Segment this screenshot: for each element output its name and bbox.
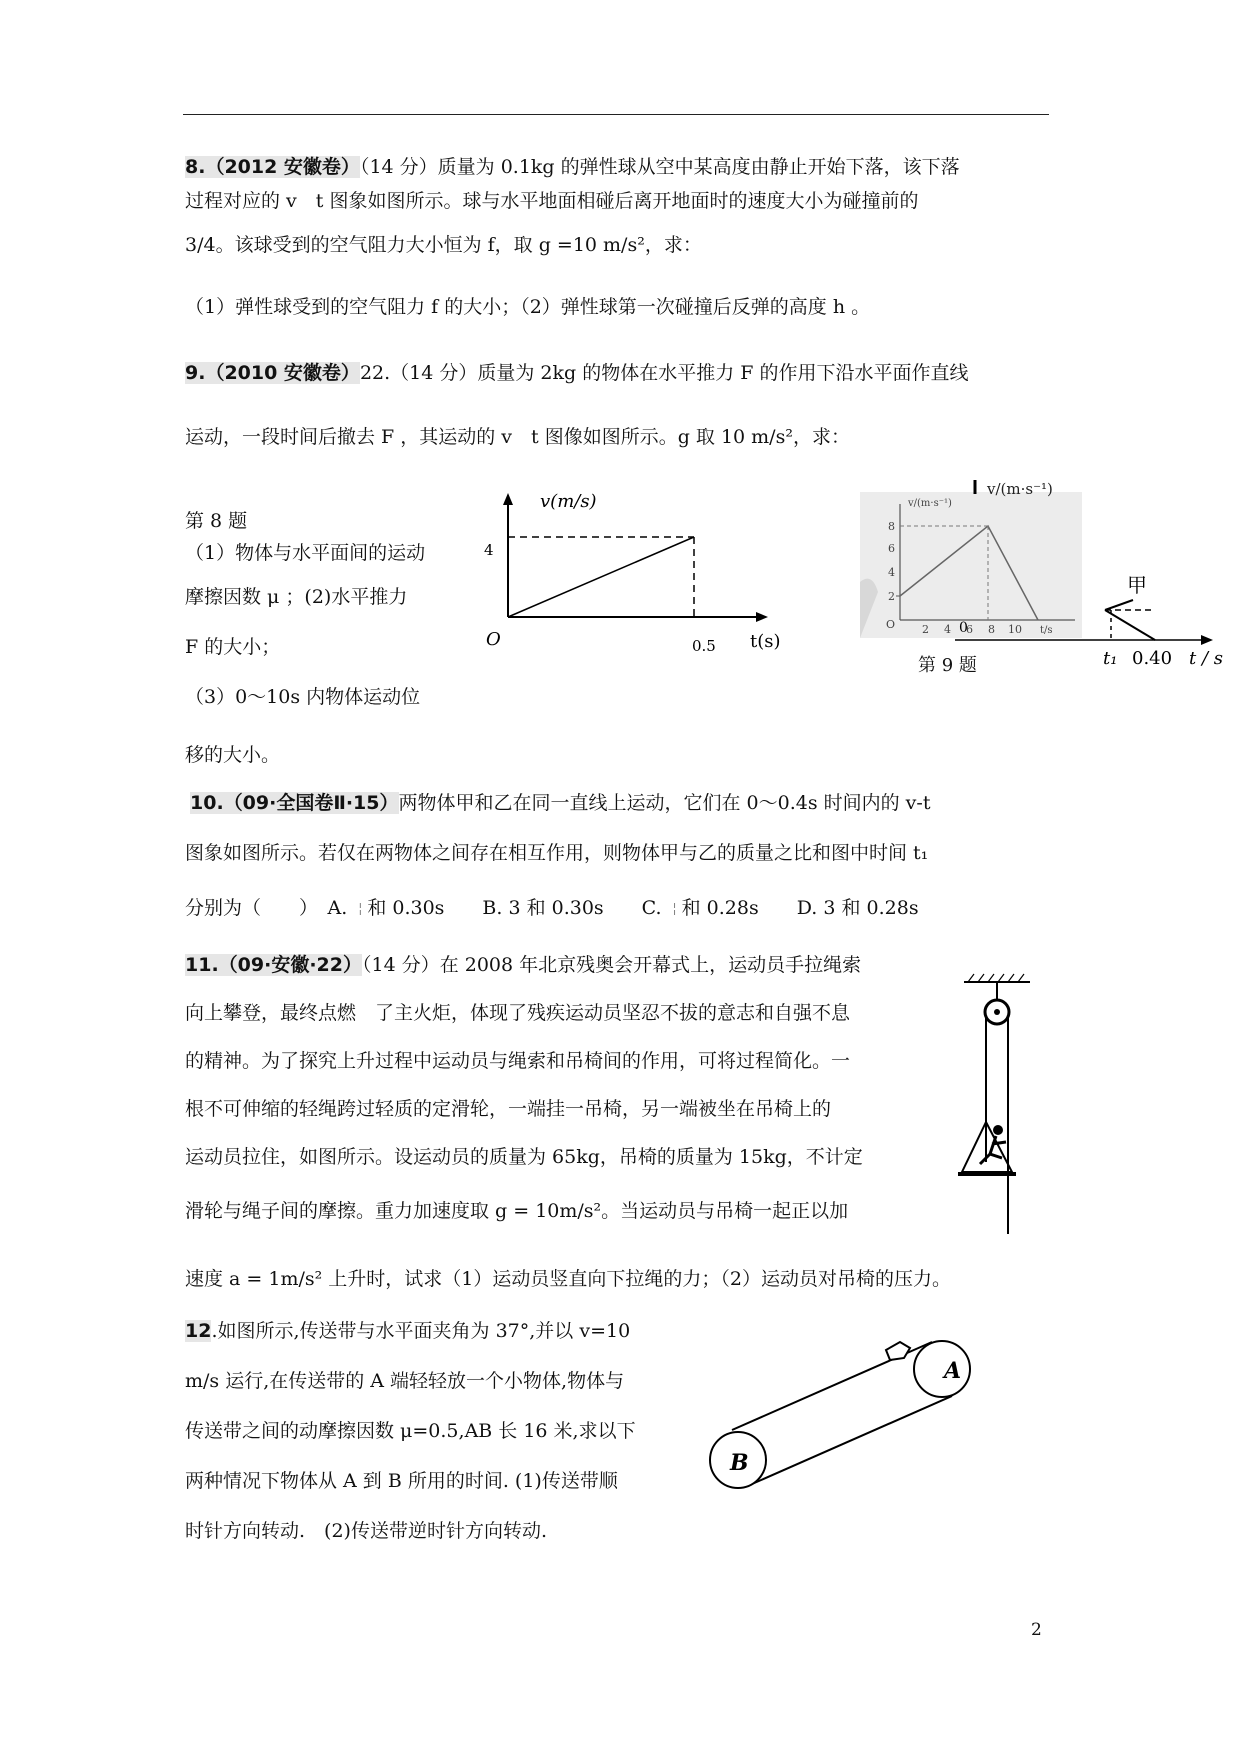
fig8-vt-graph (440, 485, 790, 660)
q8-line3: 3/4。该球受到的空气阻力大小恒为 f，取 g =10 m/s²，求： (185, 234, 702, 256)
q9-line1: 9.（2010 安徽卷）22.（14 分）质量为 2kg 的物体在水平推力 F 的作用下沿水平面作直线 (185, 362, 969, 384)
q10-line3: 分别为（ ） A. ╎ 和 0.30s B. 3 和 0.30s C. ╎ 和 0.28s D. 3 和 0.28s (185, 897, 919, 919)
q9-sub3b: 移的大小。 (185, 744, 281, 766)
q10-line1: 10.（09·全国卷Ⅱ·15）两物体甲和乙在同一直线上运动，它们在 0～0.4s 时间内的 v-t (190, 792, 931, 814)
fig9-xtick-6: 6 (966, 623, 973, 636)
fig11-pulley-axle (994, 1009, 1000, 1015)
fig9-ytick-8: 8 (888, 520, 895, 533)
page-number: 2 (1031, 1620, 1042, 1640)
fig9-ytick-2: 2 (888, 590, 895, 603)
q12-tag: 12 (185, 1320, 212, 1342)
fig12-roller-a (914, 1341, 970, 1397)
fig9-xtick-2: 2 (922, 623, 929, 636)
fig9-ytick-4: 4 (888, 566, 895, 579)
q9-sub1a: （1）物体与水平面间的运动 (185, 542, 426, 564)
q12-line4: 两种情况下物体从 A 到 B 所用的时间. (1)传送带顺 (185, 1470, 618, 1492)
fraction-placeholder-a: ╎ (356, 902, 364, 916)
fig9-ytick-6: 6 (888, 542, 895, 555)
q11-line1: 11.（09·安徽·22）（14 分）在 2008 年北京残奥会开幕式上，运动员手拉绳索 (185, 954, 862, 976)
q11-line5: 运动员拉住，如图所示。设运动员的质量为 65kg，吊椅的质量为 15kg，不计定 (185, 1146, 863, 1168)
fig11-ceiling-hatch (968, 974, 1024, 982)
q12-line5: 时针方向转动. (2)传送带逆时针方向转动. (185, 1520, 547, 1542)
fig8-y-arrow (503, 493, 513, 505)
q12-line3: 传送带之间的动摩擦因数 μ=0.5,AB 长 16 米,求以下 (185, 1420, 636, 1442)
fig11-athlete-head (993, 1125, 1003, 1135)
q12-line1: 12.如图所示,传送带与水平面夹角为 37°,并以 v=10 (185, 1320, 631, 1342)
fig8-caption: 第 8 题 (185, 510, 248, 532)
fig9-origin: O (886, 618, 896, 631)
fig11-pulley-diagram (950, 972, 1040, 1234)
fig11-athlete-body (980, 1136, 1006, 1164)
q9-sub1b: 摩擦因数 μ ；(2)水平推力 (185, 586, 408, 608)
fig10-label-jia: 甲 (1127, 573, 1147, 597)
fig10-vt-graph (955, 480, 1241, 670)
fig8-ytick: 4 (484, 541, 494, 559)
fig9-xtick-10: 10 (1008, 623, 1022, 636)
fig10-zero: 0 (959, 620, 968, 636)
q9-tag: 9.（2010 安徽卷） (185, 362, 360, 384)
q11-line3: 的精神。为了探究上升过程中运动员与绳索和吊椅间的作用，可将过程简化。一 (185, 1050, 851, 1072)
fig9-xlabel: t/s (1040, 625, 1053, 636)
q10-tag: 10.（09·全国卷Ⅱ·15） (190, 792, 399, 814)
fig10-x-arrow (1201, 635, 1213, 645)
fig9-xtick-4: 4 (944, 623, 951, 636)
q8-line2: 过程对应的 v t 图象如图所示。球与水平地面相碰后离开地面时的速度大小为碰撞前的 (185, 190, 919, 212)
fig9-ylabel: v/(m·s⁻¹) (908, 498, 952, 509)
fig10-line-jia (1105, 610, 1155, 640)
q9-sub1c: F 的大小； (185, 636, 281, 658)
fig10-tick: 0.40 (1132, 648, 1173, 669)
fig10-ylabel-fragment: v/(m·s⁻¹) (987, 480, 1053, 498)
q8-line4: （1）弹性球受到的空气阻力 f 的大小；（2）弹性球第一次碰撞后反弹的高度 h 。 (185, 296, 871, 318)
fig12-label-a: A (944, 1358, 962, 1384)
fig8-x-arrow (756, 612, 768, 622)
q11-tag: 11.（09·安徽·22） (185, 954, 362, 976)
q11-line4: 根不可伸缩的轻绳跨过轻质的定滑轮，一端挂一吊椅，另一端被坐在吊椅上的 (185, 1098, 832, 1120)
fig10-t1: t₁ (1103, 648, 1118, 669)
fraction-placeholder-c: ╎ (671, 902, 679, 916)
q8-line1: 8.（2012 安徽卷）（14 分）质量为 0.1kg 的弹性球从空中某高度由静止开始下落，该下落 (185, 156, 960, 178)
header-rule (183, 114, 1049, 115)
fig9-xtick-8: 8 (988, 623, 995, 636)
q10-line2: 图象如图所示。若仅在两物体之间存在相互作用，则物体甲与乙的质量之比和图中时间 t₁ (185, 842, 929, 864)
q11-line7: 速度 a = 1m/s² 上升时，试求（1）运动员竖直向下拉绳的力；（2）运动员对吊椅的压力。 (185, 1268, 951, 1290)
fig12-label-b: B (730, 1450, 749, 1476)
q9-line2: 运动，一段时间后撤去 F ，其运动的 v t 图像如图所示。g 取 10 m/s²，求： (185, 426, 850, 448)
fig10-line-yi (1105, 600, 1133, 610)
fig12-block (886, 1342, 910, 1360)
fig12-conveyor-diagram (700, 1322, 990, 1502)
fig8-origin: O (486, 629, 501, 650)
fig8-line (508, 537, 694, 617)
q8-tag: 8.（2012 安徽卷） (185, 156, 360, 178)
fig8-xlabel: t(s) (750, 631, 781, 652)
fig9-caption: 第 9 题 (918, 655, 977, 676)
fig8-xtick: 0.5 (692, 637, 716, 655)
q11-line6: 滑轮与绳子间的摩擦。重力加速度取 g = 10m/s²。当运动员与吊椅一起正以加 (185, 1200, 849, 1222)
fig10-xlabel: t / s (1189, 648, 1223, 669)
q9-sub3: （3）0～10s 内物体运动位 (185, 686, 421, 708)
q11-line2: 向上攀登，最终点燃 了主火炬，体现了残疾运动员坚忍不拔的意志和自强不息 (185, 1002, 851, 1024)
fig12-belt-bottom (752, 1396, 952, 1484)
q12-line2: m/s 运行,在传送带的 A 端轻轻放一个小物体,物体与 (185, 1370, 625, 1392)
fig8-ylabel: v(m/s) (540, 491, 597, 512)
